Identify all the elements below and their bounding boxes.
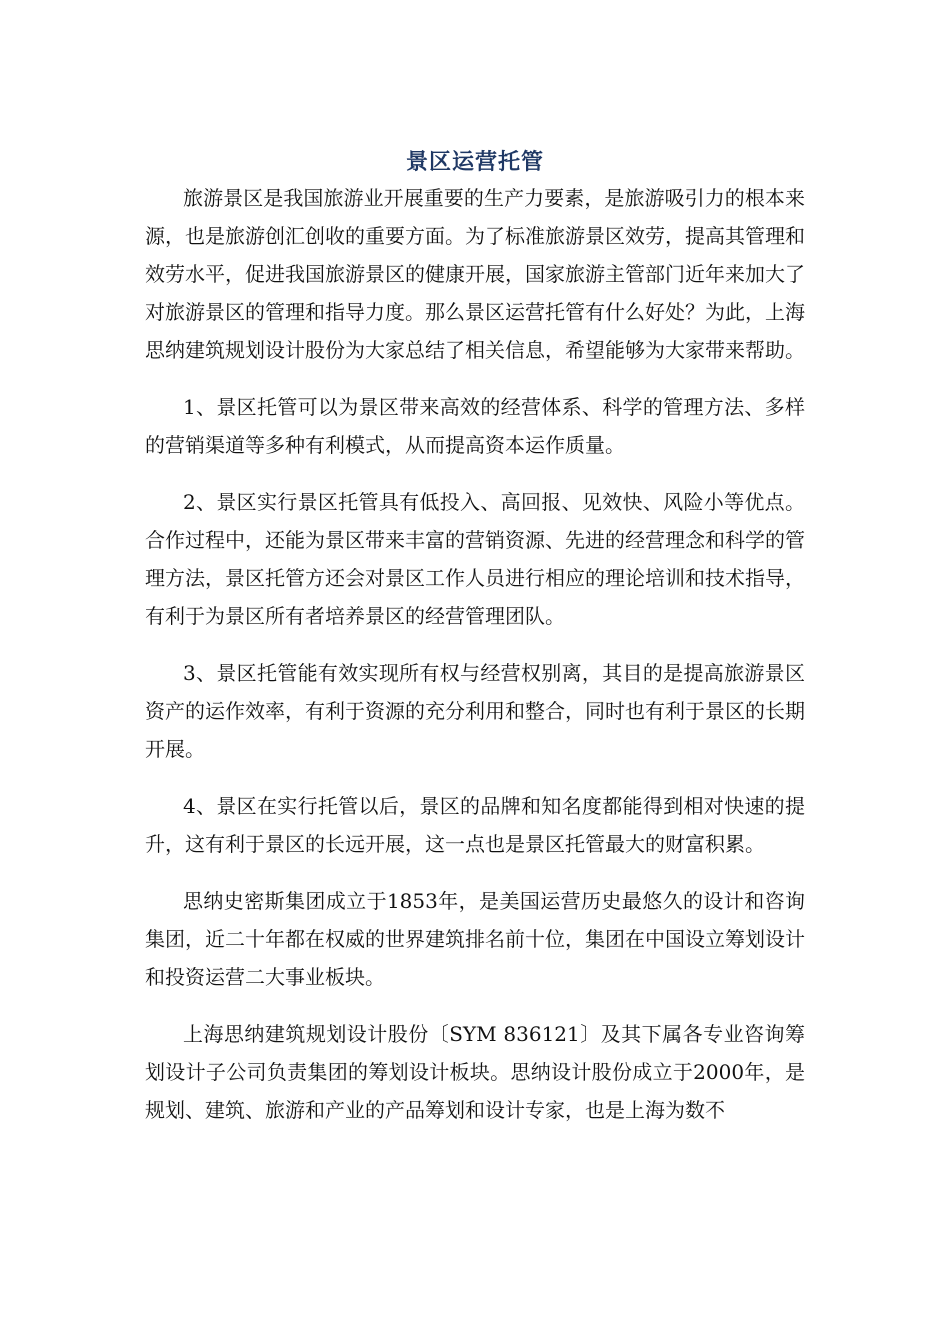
document-title: 景区运营托管 bbox=[405, 149, 544, 175]
company-group-paragraph: 思纳史密斯集团成立于1853年，是美国运营历史最悠久的设计和咨询集团，近二十年都在权威的世界建筑排名前十位，集团在中国设立筹划设计和投资运营二大事业板块。 bbox=[145, 889, 805, 989]
benefit-paragraph-1: 1、景区托管可以为景区带来高效的经营体系、科学的管理方法、多样的营销渠道等多种有利模式，从而提高资本运作质量。 bbox=[145, 395, 805, 457]
benefit-paragraph-3: 3、景区托管能有效实现所有权与经营权别离，其目的是提高旅游景区资产的运作效率，有利于资源的充分利用和整合，同时也有利于景区的长期开展。 bbox=[145, 661, 805, 761]
intro-paragraph: 旅游景区是我国旅游业开展重要的生产力要素，是旅游吸引力的根本来源，也是旅游创汇创收的重要方面。为了标准旅游景区效劳，提高其管理和效劳水平，促进我国旅游景区的健康开展，国家旅游主管部门近年来加大了对旅游景区的管理和指导力度。那么景区运营托管有什么好处？为此，上海思纳建筑规划设计股份为大家总结了相关信息，希望能够为大家带来帮助。 bbox=[145, 186, 805, 362]
benefit-paragraph-2: 2、景区实行景区托管具有低投入、高回报、见效快、风险小等优点。合作过程中，还能为景区带来丰富的营销资源、先进的经营理念和科学的管理方法，景区托管方还会对景区工作人员进行相应的理论培训和技术指导，有利于为景区所有者培养景区的经营管理团队。 bbox=[145, 490, 805, 628]
company-design-paragraph: 上海思纳建筑规划设计股份〔SYM 836121〕及其下属各专业咨询筹划设计子公司负责集团的筹划设计板块。思纳设计股份成立于2000年，是规划、建筑、旅游和产业的产品筹划和设计专家，也是上海为数不 bbox=[145, 1022, 805, 1122]
benefit-paragraph-4: 4、景区在实行托管以后，景区的品牌和知名度都能得到相对快速的提升，这有利于景区的长远开展，这一点也是景区托管最大的财富积累。 bbox=[145, 794, 805, 856]
document-body bbox=[145, 179, 805, 1148]
